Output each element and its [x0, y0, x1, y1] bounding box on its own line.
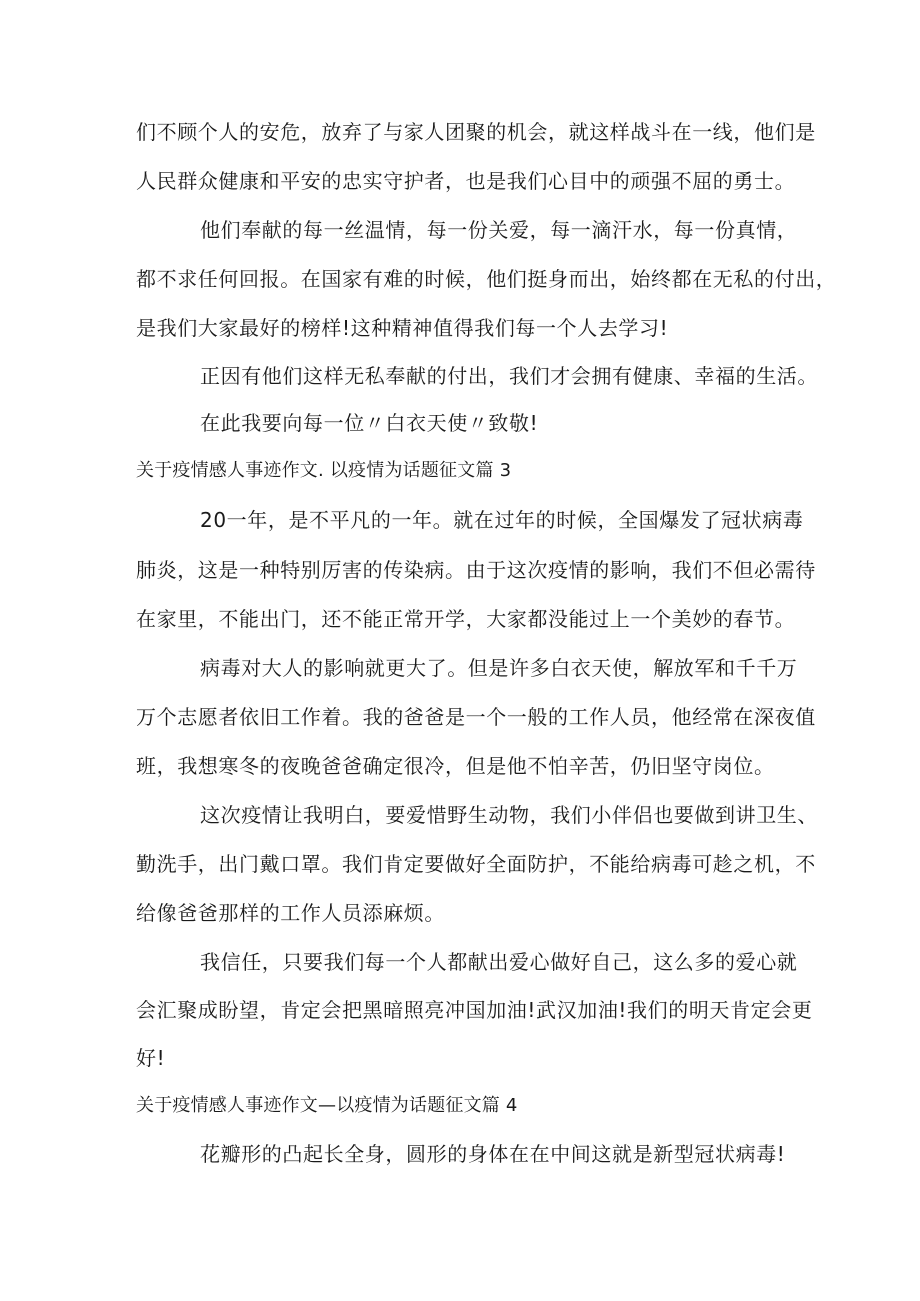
- paragraph-line: 肺炎，这是一种特别厉害的传染病。由于这次疫情的影响，我们不但必需待: [136, 558, 816, 582]
- paragraph-line: 会汇聚成盼望，肯定会把黑暗照亮冲国加油!武汉加油!我们的明天肯定会更: [136, 998, 813, 1022]
- paragraph-line: 给像爸爸那样的工作人员添麻烦。: [136, 901, 445, 925]
- paragraph-line: 班，我想寒冬的夜晚爸爸确定很冷，但是他不怕辛苦，仍旧坚守岗位。: [136, 754, 775, 778]
- section-heading: 关于疫情感人事迹作文. 以疫情为话题征文篇 3: [136, 460, 512, 481]
- paragraph-line: 人民群众健康和平安的忠实守护者，也是我们心目中的顽强不屈的勇士。: [136, 169, 796, 193]
- paragraph-line: 这次疫情让我明白，要爱惜野生动物，我们小伴侣也要做到讲卫生、: [200, 803, 818, 827]
- paragraph-line: 他们奉献的每一丝温情，每一份关爱，每一滴汗水，每一份真情，: [200, 218, 798, 242]
- paragraph-line: 是我们大家最好的榜样!这种精神值得我们每一个人去学习!: [136, 316, 669, 340]
- paragraph-line: 病毒对大人的影响就更大了。但是许多白衣天使，解放军和千千万: [200, 656, 798, 680]
- paragraph-line: 勤洗手，出门戴口罩。我们肯定要做好全面防护，不能给病毒可趁之机，不: [136, 852, 816, 876]
- paragraph-line: 花瓣形的凸起长全身，圆形的身体在在中间这就是新型冠状病毒!: [200, 1142, 786, 1166]
- paragraph-line: 在家里，不能出门，还不能正常开学，大家都没能过上一个美妙的春节。: [136, 607, 796, 631]
- paragraph-line: 我信任，只要我们每一个人都献出爱心做好自己，这么多的爱心就: [200, 950, 798, 974]
- paragraph-line: 在此我要向每一位〃白衣天使〃致敬!: [200, 411, 539, 435]
- paragraph-line: 好!: [136, 1046, 166, 1070]
- paragraph-line: 都不求任何回报。在国家有难的时候，他们挺身而出，始终都在无私的付出，: [136, 267, 837, 291]
- paragraph-line: 20一年，是不平凡的一年。就在过年的时候，全国爆发了冠状病毒: [200, 508, 804, 532]
- paragraph-line: 们不顾个人的安危，放弃了与家人团聚的机会，就这样战斗在一线，他们是: [136, 120, 816, 144]
- paragraph-line: 万个志愿者依旧工作着。我的爸爸是一个一般的工作人员，他经常在深夜值: [136, 705, 816, 729]
- section-heading: 关于疫情感人事迹作文—以疫情为话题征文篇 4: [136, 1095, 518, 1116]
- paragraph-line: 正因有他们这样无私奉献的付出，我们才会拥有健康、幸福的生活。: [200, 364, 818, 388]
